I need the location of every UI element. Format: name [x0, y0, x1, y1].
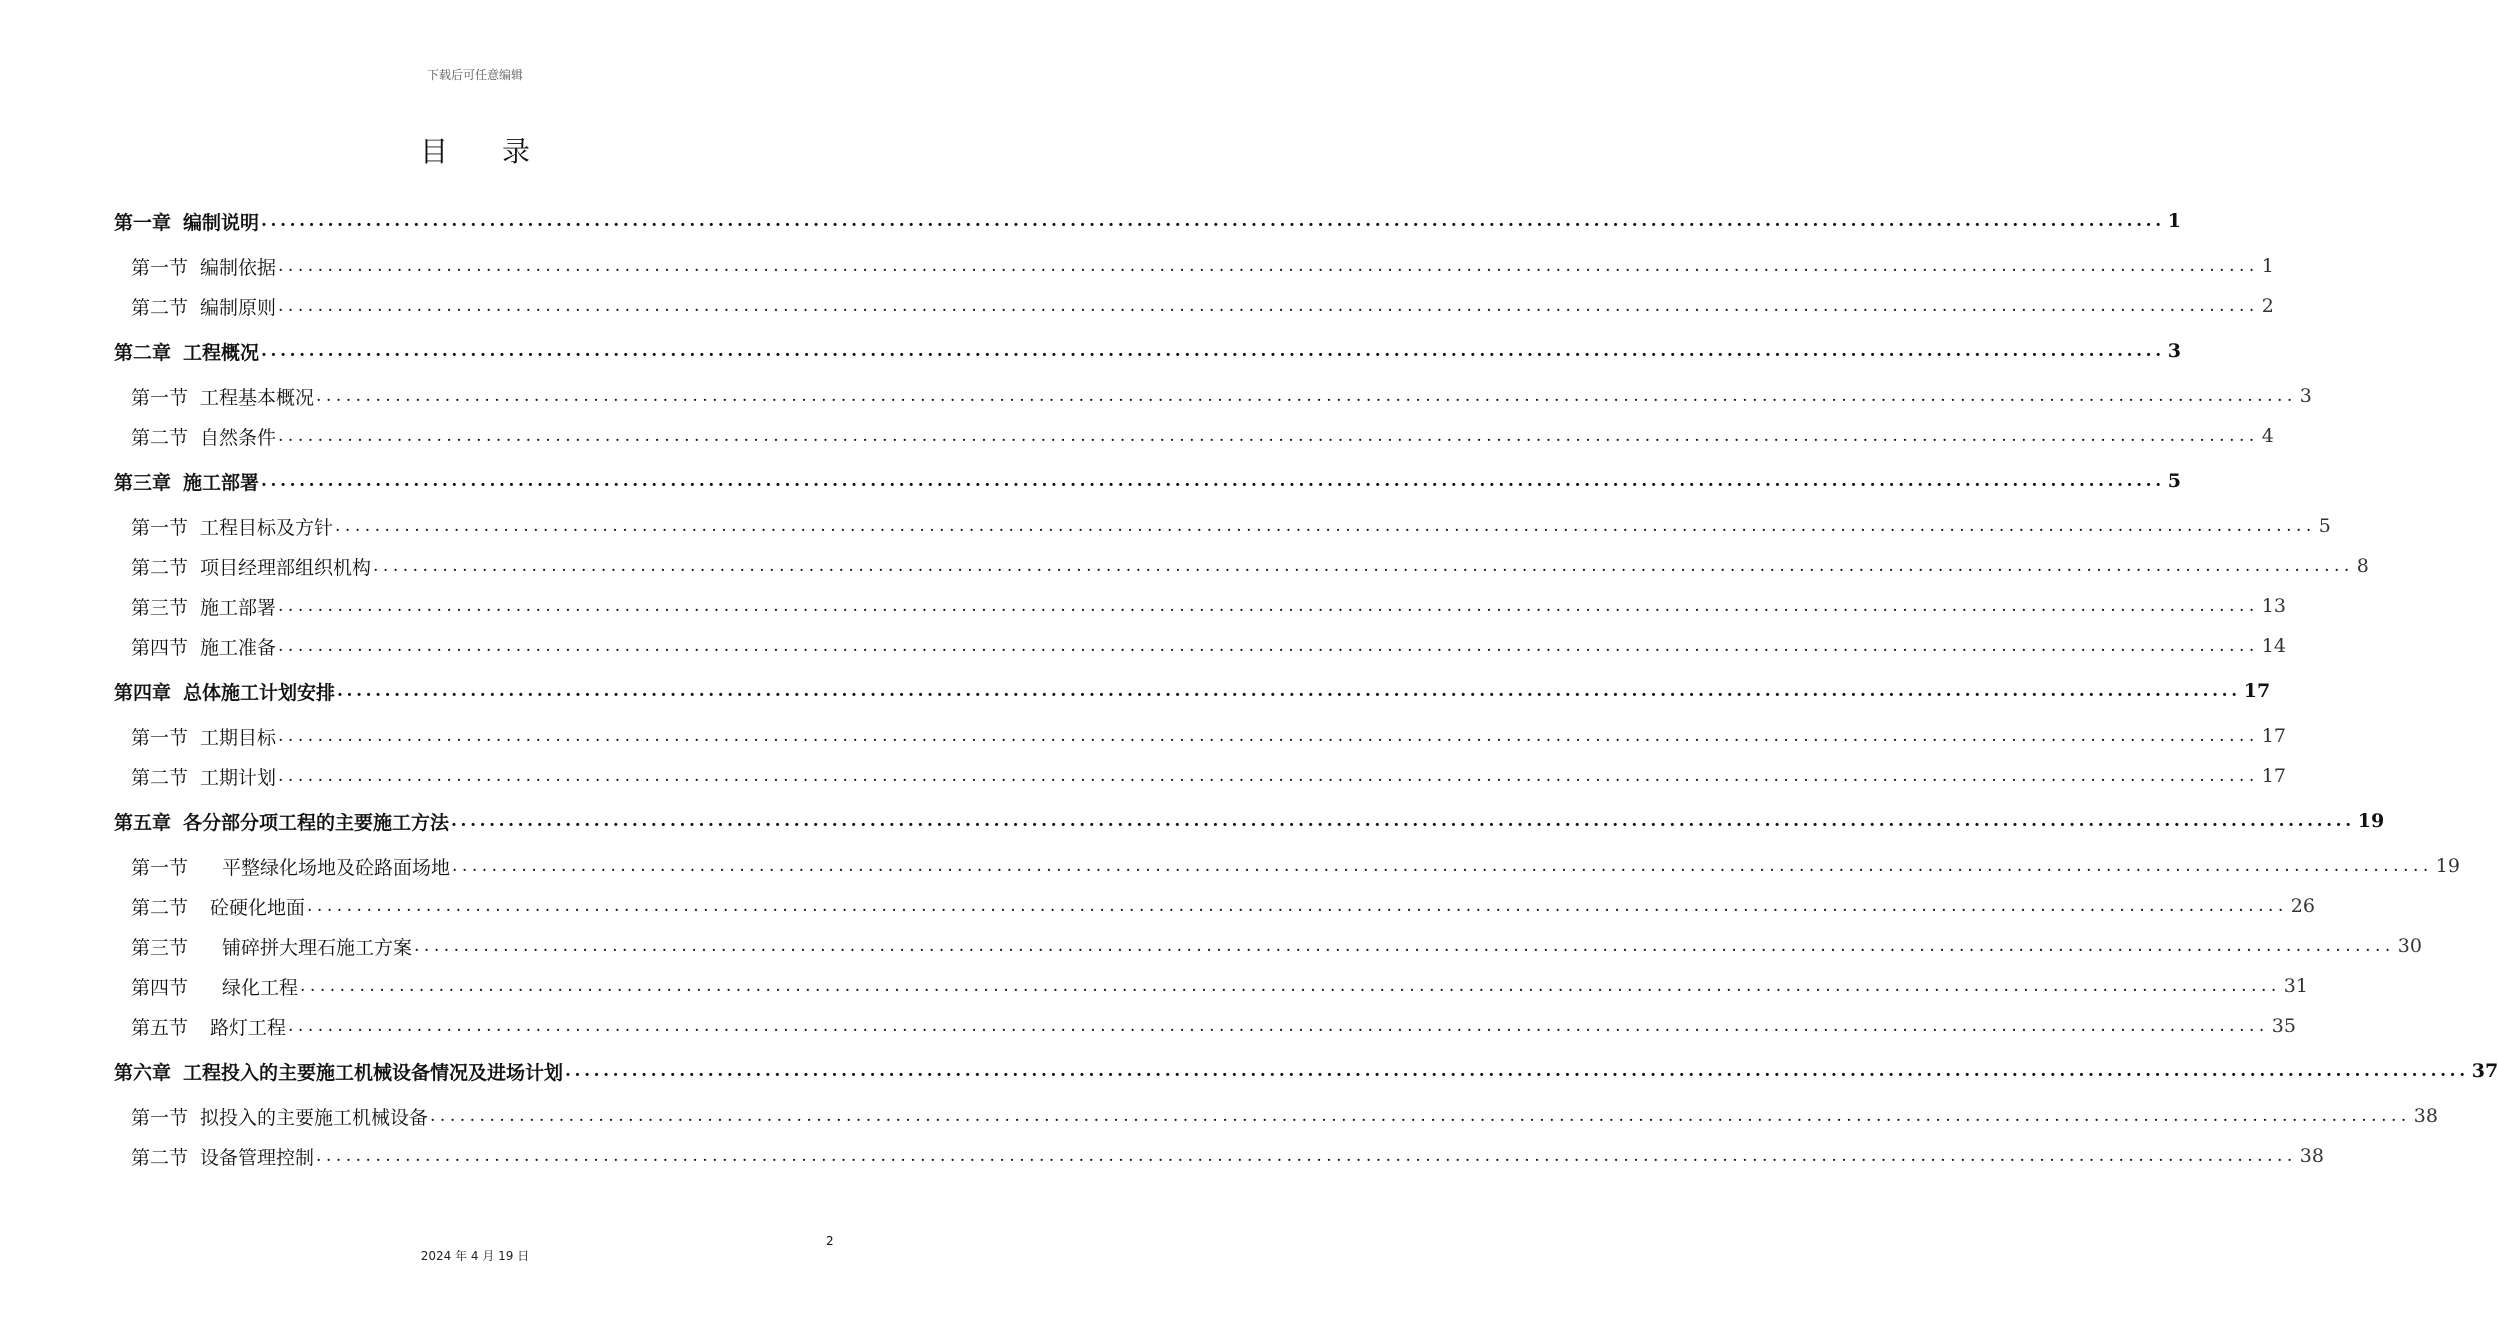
toc-entry-page: 38 — [2411, 1105, 2438, 1127]
toc-entry-number: 第二节 — [131, 766, 189, 789]
toc-entry-page: 37 — [2469, 1060, 2498, 1082]
toc-section-entry[interactable] — [114, 246, 2274, 286]
toc-entry-number: 第三章 — [114, 471, 172, 494]
toc-chapter-entry[interactable] — [114, 666, 2271, 716]
toc-entry-number: 第一节 — [131, 1106, 189, 1129]
toc-chapter-entry[interactable] — [114, 196, 2181, 246]
toc-entry-page: 17 — [2259, 725, 2286, 747]
toc-entry-number: 第一章 — [114, 211, 172, 234]
toc-chapter-entry[interactable] — [114, 1046, 2498, 1096]
toc-entry-label — [114, 678, 337, 705]
toc-entry-title: 项目经理部组织机构 — [200, 556, 372, 579]
toc-section-entry[interactable] — [114, 506, 2331, 546]
toc-entry-page: 19 — [2355, 810, 2384, 832]
toc-section-entry[interactable] — [114, 416, 2274, 456]
toc-entry-page: 1 — [2165, 210, 2181, 232]
toc-section-entry[interactable] — [114, 966, 2308, 1006]
toc-entry-title: 拟投入的主要施工机械设备 — [200, 1106, 429, 1129]
toc-entry-page: 17 — [2259, 765, 2286, 787]
toc-entry-page: 2 — [2259, 295, 2274, 317]
toc-entry-title: 绿化工程 — [222, 976, 299, 999]
toc-entry-page: 17 — [2241, 680, 2270, 702]
toc-entry-label — [131, 633, 278, 660]
toc-leader-dots: ........................................................................................................................................................................................................ — [430, 1106, 2411, 1126]
toc-leader-dots: ........................................................................................................................................................................................................ — [307, 896, 2288, 916]
toc-entry-number: 第三节 — [131, 936, 189, 959]
toc-entry-title: 施工准备 — [200, 636, 277, 659]
toc-entry-number: 第一节 — [131, 256, 189, 279]
toc-entry-title: 平整绿化场地及砼路面场地 — [222, 856, 451, 879]
toc-entry-label — [131, 1013, 288, 1040]
toc-entry-label — [131, 973, 300, 1000]
toc-entry-page: 5 — [2316, 515, 2331, 537]
header-note: 下载后可任意编辑 — [426, 68, 523, 82]
toc-section-entry[interactable] — [114, 846, 2460, 886]
toc-entry-title: 各分部分项工程的主要施工方法 — [183, 811, 450, 834]
toc-leader-dots: ........................................................................................................................................................................................................ — [335, 516, 2316, 536]
toc-entry-number: 第四章 — [114, 681, 172, 704]
toc-entry-number: 第一节 — [131, 726, 189, 749]
toc-entry-page: 13 — [2259, 595, 2286, 617]
toc-entry-label — [131, 383, 316, 410]
toc-entry-title: 砼硬化地面 — [210, 896, 306, 919]
toc-entry-number: 第二节 — [131, 1146, 189, 1169]
toc-leader-dots: ........................................................................................................................................................................................................ — [337, 681, 2241, 701]
toc-leader-dots: ........................................................................................................................................................................................................ — [316, 1146, 2297, 1166]
toc-entry-title: 编制原则 — [200, 296, 277, 319]
toc-leader-dots: ........................................................................................................................................................................................................ — [414, 936, 2395, 956]
toc-chapter-entry[interactable] — [114, 326, 2181, 376]
toc-entry-title: 编制说明 — [183, 211, 260, 234]
toc-entry-page: 1 — [2259, 255, 2274, 277]
toc-leader-dots: ........................................................................................................................................................................................................ — [565, 1061, 2469, 1081]
toc-leader-dots: ........................................................................................................................................................................................................ — [451, 811, 2355, 831]
toc-title: 目录 — [419, 135, 584, 168]
toc-section-entry[interactable] — [114, 626, 2286, 666]
toc-entry-page: 31 — [2281, 975, 2308, 997]
toc-entry-label — [131, 513, 335, 540]
toc-entry-number: 第一节 — [131, 856, 189, 879]
toc-leader-dots: ........................................................................................................................................................................................................ — [278, 296, 2259, 316]
toc-entry-page: 4 — [2259, 425, 2274, 447]
toc-entry-number: 第二节 — [131, 556, 189, 579]
toc-entry-title: 自然条件 — [200, 426, 277, 449]
toc-entry-label — [131, 723, 278, 750]
toc-entry-label — [114, 208, 261, 235]
toc-entry-title: 铺碎拼大理石施工方案 — [222, 936, 413, 959]
toc-entry-label — [131, 853, 452, 880]
toc-entry-page: 30 — [2395, 935, 2422, 957]
toc-leader-dots: ........................................................................................................................................................................................................ — [300, 976, 2281, 996]
toc-entry-page: 26 — [2288, 895, 2315, 917]
toc-entry-title: 工程目标及方针 — [200, 516, 334, 539]
toc-entry-number: 第一节 — [131, 516, 189, 539]
toc-entry-page: 35 — [2269, 1015, 2296, 1037]
toc-entry-number: 第四节 — [131, 976, 189, 999]
toc-entry-title: 工程基本概况 — [200, 386, 315, 409]
toc-leader-dots: ........................................................................................................................................................................................................ — [278, 766, 2259, 786]
toc-entry-number: 第四节 — [131, 636, 189, 659]
toc-leader-dots: ........................................................................................................................................................................................................ — [278, 256, 2259, 276]
footer-date: 2024 年 4 月 19 日 — [420, 1249, 530, 1263]
toc-entry-title: 设备管理控制 — [200, 1146, 315, 1169]
toc-leader-dots: ........................................................................................................................................................................................................ — [261, 341, 2165, 361]
toc-entry-title: 总体施工计划安排 — [183, 681, 336, 704]
toc-entry-page: 14 — [2259, 635, 2286, 657]
toc-section-entry[interactable] — [114, 1096, 2438, 1136]
toc-section-entry[interactable] — [114, 886, 2315, 926]
toc-entry-page: 38 — [2297, 1145, 2324, 1167]
toc-entry-page: 3 — [2165, 340, 2181, 362]
toc-entry-label — [131, 933, 414, 960]
toc-entry-number: 第三节 — [131, 596, 189, 619]
toc-leader-dots: ........................................................................................................................................................................................................ — [373, 556, 2354, 576]
toc-entry-title: 工期计划 — [200, 766, 277, 789]
toc-entry-label — [131, 763, 278, 790]
toc-entry-label — [131, 1103, 430, 1130]
toc-chapter-entry[interactable] — [114, 456, 2181, 506]
toc-entry-label — [114, 338, 261, 365]
toc-leader-dots: ........................................................................................................................................................................................................ — [452, 856, 2433, 876]
toc-entry-title: 施工部署 — [200, 596, 277, 619]
toc-entry-title: 工程投入的主要施工机械设备情况及进场计划 — [183, 1061, 564, 1084]
toc-entry-label — [114, 1058, 565, 1085]
toc-section-entry[interactable] — [114, 756, 2286, 796]
toc-entry-number: 第二章 — [114, 341, 172, 364]
toc-entry-number: 第六章 — [114, 1061, 172, 1084]
toc-chapter-entry[interactable] — [114, 796, 2385, 846]
toc-leader-dots: ........................................................................................................................................................................................................ — [288, 1016, 2269, 1036]
toc-entry-label — [114, 808, 451, 835]
toc-leader-dots: ........................................................................................................................................................................................................ — [261, 211, 2165, 231]
toc-entry-number: 第五节 — [131, 1016, 189, 1039]
toc-entry-title: 工期目标 — [200, 726, 277, 749]
toc-section-entry[interactable] — [114, 926, 2422, 966]
toc-entry-number: 第一节 — [131, 386, 189, 409]
toc-entry-label — [131, 1143, 316, 1170]
toc-entry-title: 施工部署 — [183, 471, 260, 494]
table-of-contents — [114, 196, 2498, 1176]
toc-section-entry[interactable] — [114, 1136, 2324, 1176]
toc-entry-number: 第五章 — [114, 811, 172, 834]
toc-section-entry[interactable] — [114, 716, 2286, 756]
toc-entry-label — [114, 468, 261, 495]
toc-entry-title: 编制依据 — [200, 256, 277, 279]
toc-entry-label — [131, 593, 278, 620]
toc-entry-number: 第二节 — [131, 896, 189, 919]
toc-entry-page: 5 — [2165, 470, 2181, 492]
toc-section-entry[interactable] — [114, 286, 2274, 326]
toc-entry-label — [131, 893, 307, 920]
toc-entry-label — [131, 253, 278, 280]
toc-entry-page: 3 — [2297, 385, 2312, 407]
toc-entry-label — [131, 293, 278, 320]
toc-entry-title: 工程概况 — [183, 341, 260, 364]
toc-entry-page: 8 — [2354, 555, 2369, 577]
toc-leader-dots: ........................................................................................................................................................................................................ — [261, 471, 2165, 491]
toc-entry-label — [131, 423, 278, 450]
toc-leader-dots: ........................................................................................................................................................................................................ — [278, 726, 2259, 746]
toc-leader-dots: ........................................................................................................................................................................................................ — [278, 426, 2259, 446]
toc-section-entry[interactable] — [114, 1006, 2296, 1046]
toc-section-entry[interactable] — [114, 546, 2369, 586]
page-number: 2 — [826, 1234, 834, 1248]
toc-entry-title: 路灯工程 — [210, 1016, 287, 1039]
toc-section-entry[interactable] — [114, 376, 2312, 416]
toc-leader-dots: ........................................................................................................................................................................................................ — [316, 386, 2297, 406]
toc-entry-label — [131, 553, 373, 580]
toc-leader-dots: ........................................................................................................................................................................................................ — [278, 636, 2259, 656]
toc-entry-number: 第二节 — [131, 296, 189, 319]
toc-entry-number: 第二节 — [131, 426, 189, 449]
toc-section-entry[interactable] — [114, 586, 2286, 626]
toc-leader-dots: ........................................................................................................................................................................................................ — [278, 596, 2259, 616]
toc-entry-page: 19 — [2433, 855, 2460, 877]
